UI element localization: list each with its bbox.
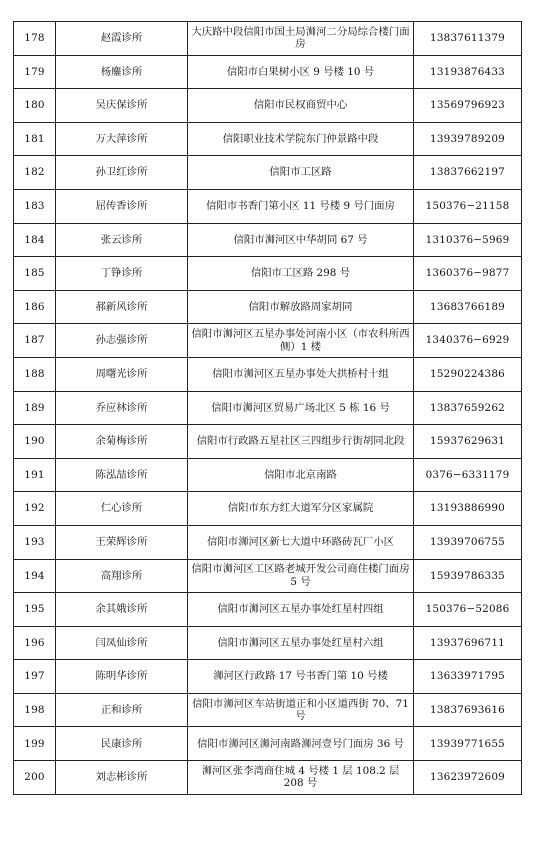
clinic-name: 高翔诊所 bbox=[56, 559, 188, 593]
table-row bbox=[14, 559, 522, 593]
clinic-address: 信阳市浉河区车站街道正和小区道西街 70、71 号 bbox=[188, 693, 414, 727]
row-number: 185 bbox=[14, 257, 56, 291]
clinic-address: 信阳市工区路 298 号 bbox=[188, 257, 414, 291]
clinic-address: 信阳市浉河区新七大道中环路砖瓦厂小区 bbox=[188, 525, 414, 559]
clinic-address: 信阳市解放路周家胡同 bbox=[188, 290, 414, 324]
clinic-name: 张云诊所 bbox=[56, 223, 188, 257]
clinic-address: 信阳市浉河区五星办事处红星村六组 bbox=[188, 626, 414, 660]
clinic-table-body bbox=[14, 22, 522, 795]
clinic-address: 信阳市行政路五星社区三四组步行街胡同北段 bbox=[188, 425, 414, 459]
clinic-phone: 15937629631 bbox=[414, 425, 522, 459]
row-number: 188 bbox=[14, 357, 56, 391]
clinic-name: 孙卫红诊所 bbox=[56, 156, 188, 190]
table-row bbox=[14, 761, 522, 795]
clinic-address: 信阳市工区路 bbox=[188, 156, 414, 190]
clinic-address: 信阳市浉河区工区路老城开发公司商住楼门面房 5 号 bbox=[188, 559, 414, 593]
row-number: 193 bbox=[14, 525, 56, 559]
clinic-phone: 15290224386 bbox=[414, 357, 522, 391]
clinic-address: 大庆路中段信阳市国土局浉河二分局综合楼门面房 bbox=[188, 22, 414, 56]
clinic-address: 信阳市北京南路 bbox=[188, 458, 414, 492]
clinic-name: 陈泓喆诊所 bbox=[56, 458, 188, 492]
clinic-phone: 13837662197 bbox=[414, 156, 522, 190]
clinic-name: 杨鏖诊所 bbox=[56, 55, 188, 89]
clinic-table bbox=[13, 21, 522, 795]
clinic-phone: 13633971795 bbox=[414, 660, 522, 694]
table-row bbox=[14, 391, 522, 425]
clinic-address: 信阳市浉河区中华胡同 67 号 bbox=[188, 223, 414, 257]
clinic-phone: 13939789209 bbox=[414, 122, 522, 156]
clinic-phone: 1340376−6929 bbox=[414, 324, 522, 358]
row-number: 189 bbox=[14, 391, 56, 425]
clinic-phone: 13683766189 bbox=[414, 290, 522, 324]
clinic-address: 信阳市浉河区浉河南路浉河壹号门面房 36 号 bbox=[188, 727, 414, 761]
table-row bbox=[14, 22, 522, 56]
clinic-address: 信阳市白果树小区 9 号楼 10 号 bbox=[188, 55, 414, 89]
clinic-name: 陈明华诊所 bbox=[56, 660, 188, 694]
clinic-phone: 13569796923 bbox=[414, 89, 522, 123]
row-number: 196 bbox=[14, 626, 56, 660]
table-row bbox=[14, 55, 522, 89]
row-number: 179 bbox=[14, 55, 56, 89]
table-row bbox=[14, 626, 522, 660]
clinic-phone: 13193886990 bbox=[414, 492, 522, 526]
clinic-address: 信阳市民权商贸中心 bbox=[188, 89, 414, 123]
clinic-name: 丁铮诊所 bbox=[56, 257, 188, 291]
row-number: 180 bbox=[14, 89, 56, 123]
clinic-name: 闫凤仙诊所 bbox=[56, 626, 188, 660]
clinic-name: 万大萍诊所 bbox=[56, 122, 188, 156]
clinic-phone: 0376−6331179 bbox=[414, 458, 522, 492]
table-row bbox=[14, 156, 522, 190]
clinic-name: 王荣辉诊所 bbox=[56, 525, 188, 559]
row-number: 178 bbox=[14, 22, 56, 56]
table-row bbox=[14, 290, 522, 324]
clinic-name: 屈传香诊所 bbox=[56, 189, 188, 223]
clinic-phone: 13837659262 bbox=[414, 391, 522, 425]
clinic-address: 信阳市书香门第小区 11 号楼 9 号门面房 bbox=[188, 189, 414, 223]
clinic-name: 余其娥诊所 bbox=[56, 593, 188, 627]
clinic-phone: 1310376−5969 bbox=[414, 223, 522, 257]
clinic-address: 信阳市浉河区五星办事处河南小区（市农科所西侧）1 楼 bbox=[188, 324, 414, 358]
table-row bbox=[14, 223, 522, 257]
clinic-address: 信阳市东方红大道军分区家属院 bbox=[188, 492, 414, 526]
clinic-phone: 150376−52086 bbox=[414, 593, 522, 627]
row-number: 192 bbox=[14, 492, 56, 526]
clinic-address: 浉河区行政路 17 号书香门第 10 号楼 bbox=[188, 660, 414, 694]
clinic-name: 孙志强诊所 bbox=[56, 324, 188, 358]
table-row bbox=[14, 324, 522, 358]
table-row bbox=[14, 693, 522, 727]
clinic-address: 信阳职业技术学院东门仲景路中段 bbox=[188, 122, 414, 156]
table-row bbox=[14, 660, 522, 694]
row-number: 194 bbox=[14, 559, 56, 593]
clinic-phone: 13623972609 bbox=[414, 761, 522, 795]
row-number: 183 bbox=[14, 189, 56, 223]
row-number: 191 bbox=[14, 458, 56, 492]
clinic-phone: 15939786335 bbox=[414, 559, 522, 593]
clinic-name: 乔应林诊所 bbox=[56, 391, 188, 425]
row-number: 181 bbox=[14, 122, 56, 156]
clinic-phone: 150376−21158 bbox=[414, 189, 522, 223]
table-row bbox=[14, 425, 522, 459]
row-number: 195 bbox=[14, 593, 56, 627]
table-row bbox=[14, 525, 522, 559]
clinic-address: 信阳市浉河区五星办事处大拱桥村十组 bbox=[188, 357, 414, 391]
clinic-name: 郝新风诊所 bbox=[56, 290, 188, 324]
table-row bbox=[14, 492, 522, 526]
row-number: 199 bbox=[14, 727, 56, 761]
row-number: 190 bbox=[14, 425, 56, 459]
clinic-name: 余菊梅诊所 bbox=[56, 425, 188, 459]
clinic-phone: 13837693616 bbox=[414, 693, 522, 727]
clinic-phone: 13939706755 bbox=[414, 525, 522, 559]
clinic-name: 民康诊所 bbox=[56, 727, 188, 761]
clinic-address: 信阳市浉河区贸易广场北区 5 栋 16 号 bbox=[188, 391, 414, 425]
clinic-phone: 13193876433 bbox=[414, 55, 522, 89]
row-number: 198 bbox=[14, 693, 56, 727]
table-row bbox=[14, 458, 522, 492]
clinic-phone: 1360376−9877 bbox=[414, 257, 522, 291]
clinic-name: 周曙光诊所 bbox=[56, 357, 188, 391]
row-number: 187 bbox=[14, 324, 56, 358]
row-number: 186 bbox=[14, 290, 56, 324]
row-number: 184 bbox=[14, 223, 56, 257]
table-row bbox=[14, 89, 522, 123]
table-row bbox=[14, 593, 522, 627]
table-row bbox=[14, 257, 522, 291]
clinic-name: 刘志彬诊所 bbox=[56, 761, 188, 795]
clinic-name: 仁心诊所 bbox=[56, 492, 188, 526]
clinic-name: 赵霞诊所 bbox=[56, 22, 188, 56]
row-number: 197 bbox=[14, 660, 56, 694]
table-row bbox=[14, 727, 522, 761]
table-row bbox=[14, 122, 522, 156]
clinic-phone: 13937696711 bbox=[414, 626, 522, 660]
row-number: 182 bbox=[14, 156, 56, 190]
table-row bbox=[14, 357, 522, 391]
clinic-address: 浉河区张李湾商住城 4 号楼 1 层 108.2 层 208 号 bbox=[188, 761, 414, 795]
clinic-name: 正和诊所 bbox=[56, 693, 188, 727]
clinic-name: 吴庆保诊所 bbox=[56, 89, 188, 123]
clinic-phone: 13837611379 bbox=[414, 22, 522, 56]
table-row bbox=[14, 189, 522, 223]
row-number: 200 bbox=[14, 761, 56, 795]
clinic-phone: 13939771655 bbox=[414, 727, 522, 761]
clinic-address: 信阳市浉河区五星办事处红星村四组 bbox=[188, 593, 414, 627]
